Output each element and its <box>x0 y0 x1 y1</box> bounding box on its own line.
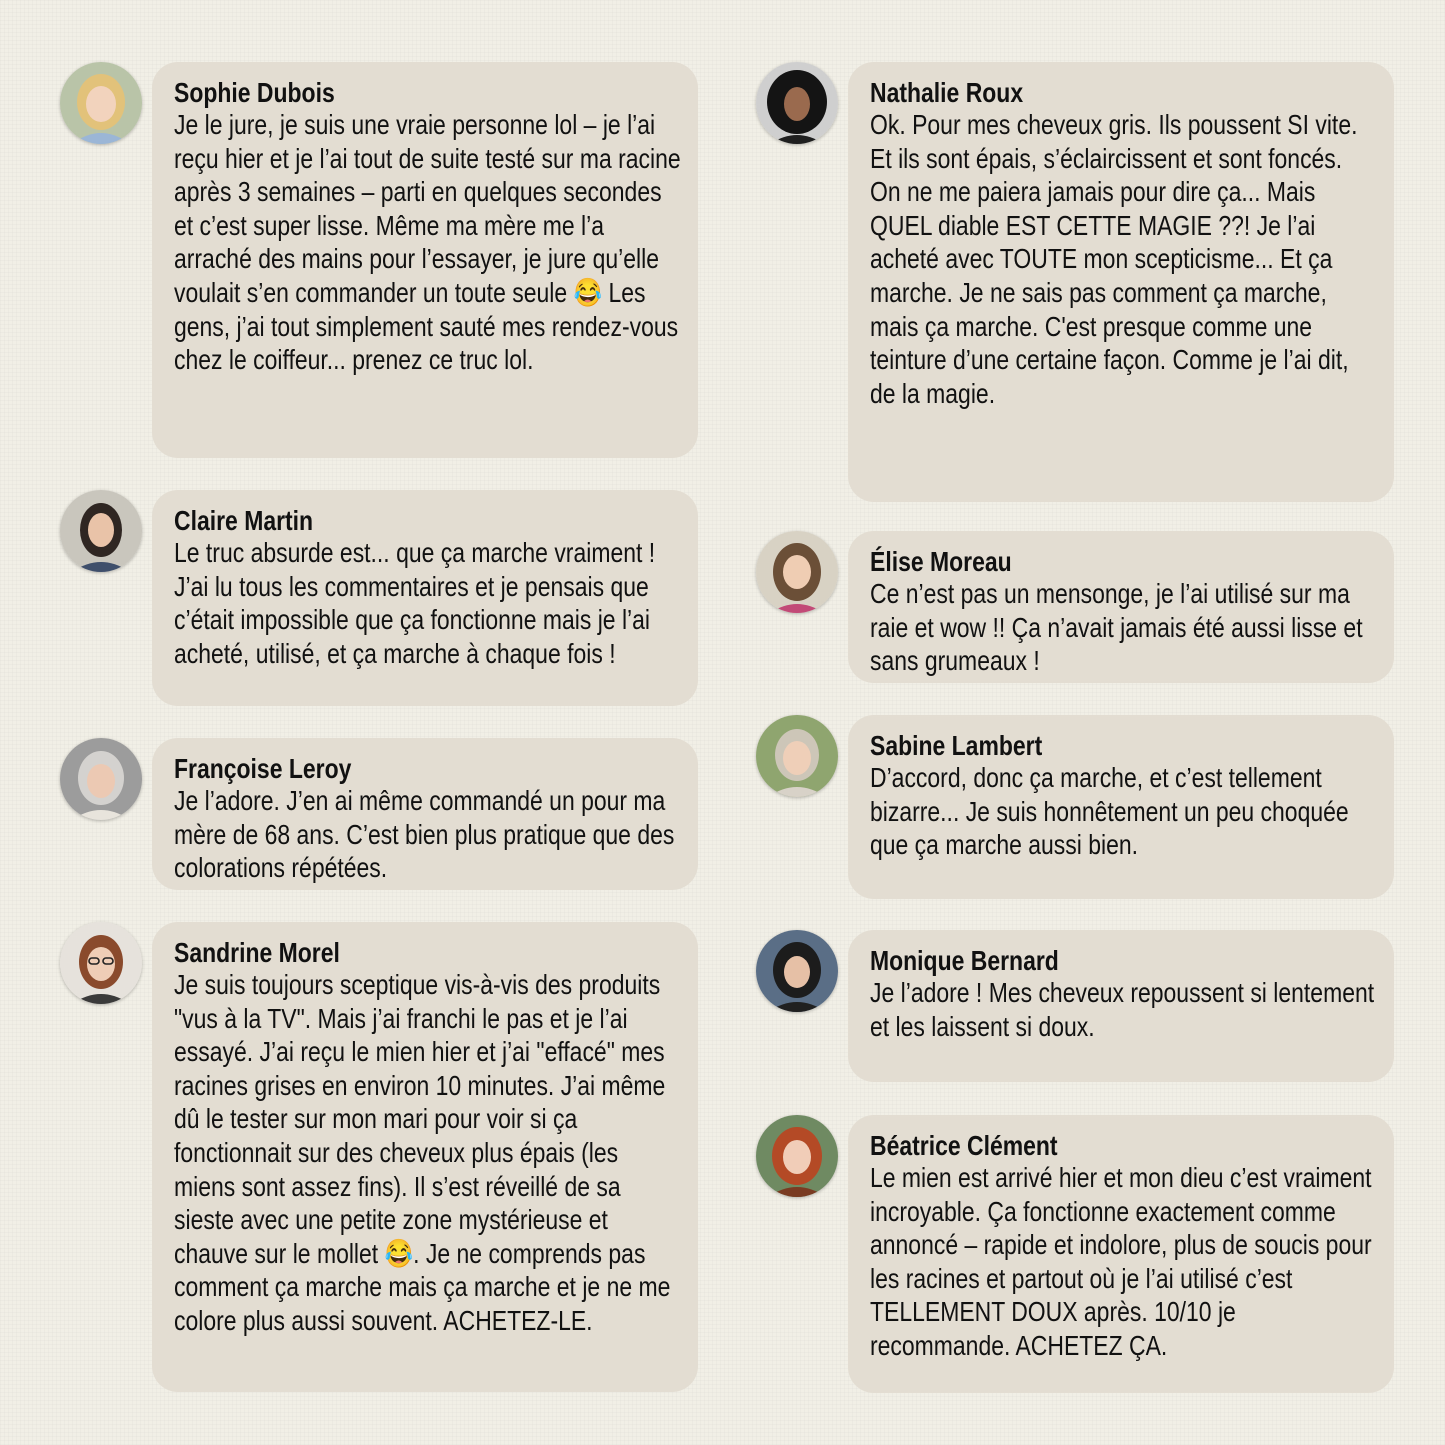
avatar-image <box>756 531 838 613</box>
comment-bubble <box>152 922 698 1392</box>
comment-bubble <box>152 490 698 706</box>
avatar-image <box>756 62 838 144</box>
avatar-image <box>756 1115 838 1197</box>
comment-text: Ce n’est pas un mensonge, je l’ai utilisé sur ma raie et wow !! Ça n’avait jamais été aussi lisse et sans grumeaux ! <box>870 578 1363 677</box>
avatar-image <box>60 62 142 144</box>
avatar-image <box>60 738 142 820</box>
avatar[interactable] <box>756 930 838 1012</box>
comment-bubble <box>848 930 1394 1082</box>
avatar-image <box>60 490 142 572</box>
comment-text: Ok. Pour mes cheveux gris. Ils poussent SI vite. Et ils sont épais, s’éclaircissent et sont foncés. On ne me paiera jamais pour dire ça... Mais QUEL diable EST CETTE MAGIE ??! Je l’ai acheté avec TOUTE mon scepticisme... Et ça marche. Je ne sais pas comment ça marche, mais ça marche. C'est presque comme une teinture d’une certaine façon. Comme je l’ai dit, de la magie. <box>870 109 1358 409</box>
avatar[interactable] <box>60 738 142 820</box>
avatar[interactable] <box>60 62 142 144</box>
comment-text: Le mien est arrivé hier et mon dieu c’est vraiment incroyable. Ça fonctionne exactement comme annoncé – rapide et indolore, plus de soucis pour les racines et partout où je l’ai utilisé c’est TELLEMENT DOUX après. 10/10 je recommande. ACHETEZ ÇA. <box>870 1162 1372 1361</box>
comment-author[interactable]: Béatrice Clément <box>870 1130 1058 1161</box>
avatar[interactable] <box>756 1115 838 1197</box>
avatar[interactable] <box>756 531 838 613</box>
comment-bubble <box>848 62 1394 502</box>
avatar[interactable] <box>60 490 142 572</box>
comment-text: D’accord, donc ça marche, et c’est tellement bizarre... Je suis honnêtement un peu choquée que ça marche aussi bien. <box>870 762 1349 861</box>
comment-author[interactable]: Françoise Leroy <box>174 753 352 784</box>
avatar[interactable] <box>756 715 838 797</box>
comment-author[interactable]: Monique Bernard <box>870 945 1059 976</box>
comment-bubble <box>152 738 698 890</box>
avatar-image <box>60 922 142 1004</box>
avatar[interactable] <box>60 922 142 1004</box>
comment-bubble <box>848 531 1394 683</box>
comment-author[interactable]: Sandrine Morel <box>174 937 340 968</box>
comment-text: Le truc absurde est... que ça marche vraiment ! J’ai lu tous les commentaires et je pensais que c’était impossible que ça fonctionne mais je l’ai acheté, utilisé, et ça marche à chaque fois ! <box>174 537 656 669</box>
avatar[interactable] <box>756 62 838 144</box>
comment-bubble <box>848 1115 1394 1393</box>
comment-text: Je suis toujours sceptique vis-à-vis des produits "vus à la TV". Mais j’ai franchi le pas et je l’ai essayé. J’ai reçu le mien hier et j’ai "effacé" mes racines grises en environ 10 minutes. J’ai même dû le tester sur mon mari pour voir si ça fonctionnait sur des cheveux plus épais (les miens sont assez fins). Il s’est réveillé de sa sieste avec une petite zone mystérieuse et chauve sur le mollet 😂. Je ne comprends pas comment ça marche mais ça marche et je ne me colore plus aussi souvent. ACHETEZ-LE. <box>174 969 671 1336</box>
comment-bubble <box>152 62 698 458</box>
comment-author[interactable]: Nathalie Roux <box>870 77 1024 108</box>
comment-text: Je l’adore. J’en ai même commandé un pour ma mère de 68 ans. C’est bien plus pratique que des colorations répétées. <box>174 785 675 884</box>
comment-author[interactable]: Élise Moreau <box>870 546 1012 577</box>
avatar-image <box>756 715 838 797</box>
comment-text: Je l’adore ! Mes cheveux repoussent si lentement et les laissent si doux. <box>870 977 1375 1042</box>
comment-author[interactable]: Sabine Lambert <box>870 730 1043 761</box>
comment-bubble <box>848 715 1394 899</box>
comment-text: Je le jure, je suis une vraie personne lol – je l’ai reçu hier et je l’ai tout de suite testé sur ma racine après 3 semaines – parti en quelques secondes et c’est super lisse. Même ma mère me l’a arraché des mains pour l’essayer, je jure qu’elle voulait s’en commander un toute seule 😂 Les gens, j’ai tout simplement sauté mes rendez-vous chez le coiffeur... prenez ce truc lol. <box>174 109 681 376</box>
comment-author[interactable]: Claire Martin <box>174 505 314 536</box>
avatar-image <box>756 930 838 1012</box>
comment-author[interactable]: Sophie Dubois <box>174 77 335 108</box>
